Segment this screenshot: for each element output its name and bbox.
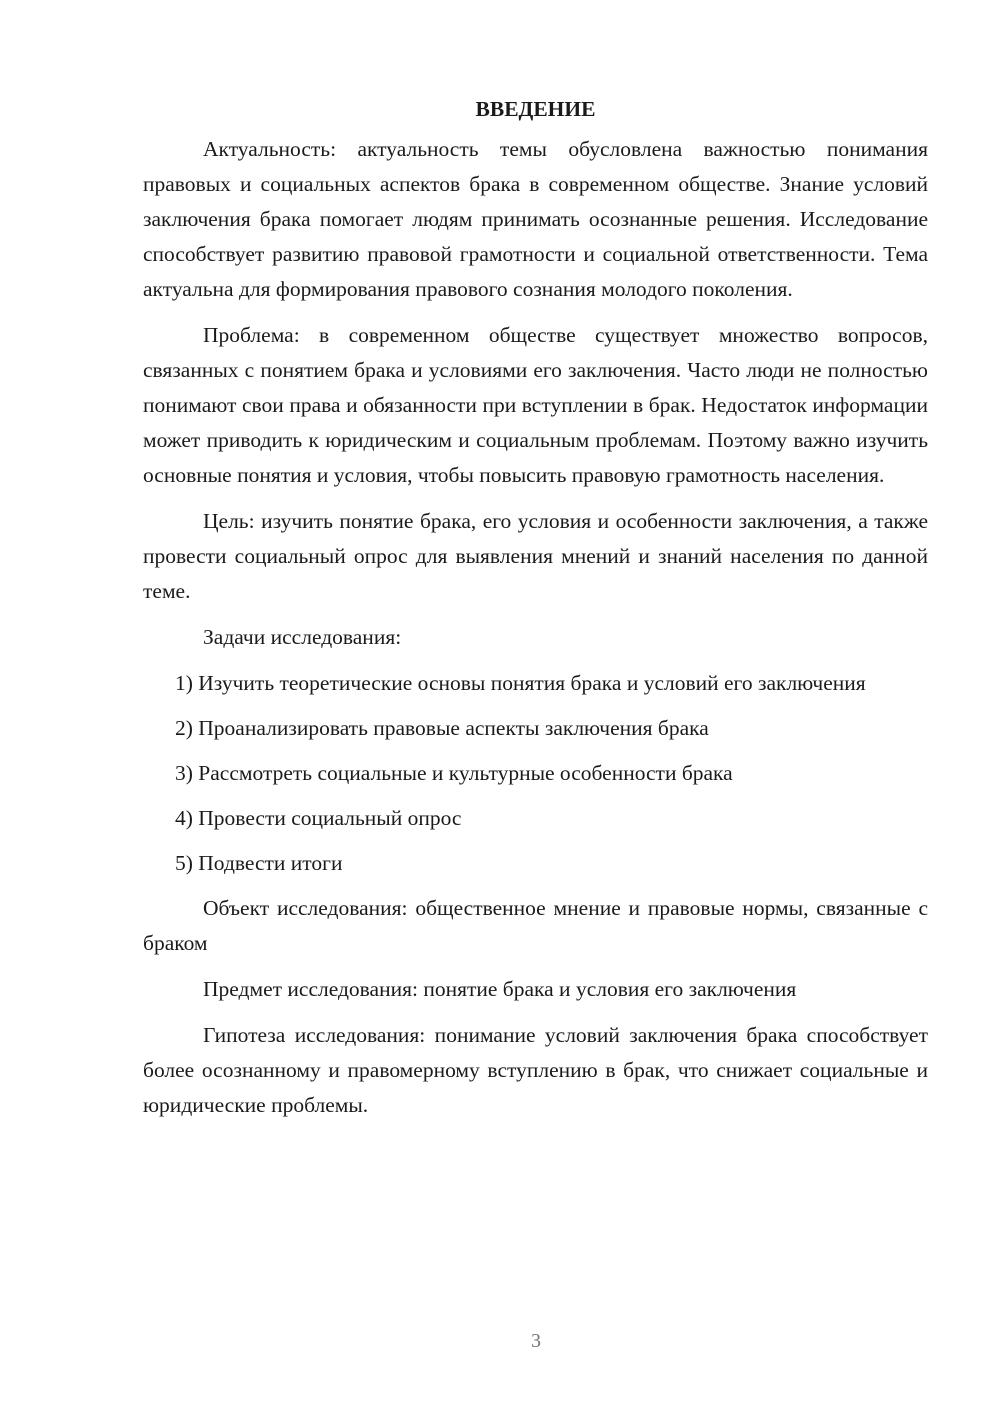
goal-paragraph: Цель: изучить понятие брака, его условия и особенности заключения, а также провести социальный опрос для выявления мнений и знаний населения по данной теме. <box>143 509 928 603</box>
list-item: 1) Изучить теоретические основы понятия брака и условий его заключения <box>175 671 866 695</box>
list-item: 4) Провести социальный опрос <box>175 806 462 830</box>
tasks-list <box>143 666 928 881</box>
relevance-paragraph: Актуальность: актуальность темы обусловлена важностью понимания правовых и социальных аспектов брака в современном обществе. Знание условий заключения брака помогает людям принимать осознанные решения. Исследование способствует развитию правовой грамотности и социальной ответственности. Тема актуальна для формирования правового сознания молодого поколения. <box>143 137 928 301</box>
object-paragraph: Объект исследования: общественное мнение и правовые нормы, связанные с браком <box>143 896 928 955</box>
page-number: 3 <box>531 1330 541 1352</box>
list-item: 5) Подвести итоги <box>175 851 343 875</box>
page-title: ВВЕДЕНИЕ <box>475 97 596 121</box>
problem-paragraph: Проблема: в современном обществе существует множество вопросов, связанных с понятием брака и условиями его заключения. Часто люди не полностью понимают свои права и обязанности при вступлении в брак. Недостаток информации может приводить к юридическим и социальным проблемам. Поэтому важно изучить основные понятия и условия, чтобы повысить правовую грамотность населения. <box>143 323 928 487</box>
subject-paragraph: Предмет исследования: понятие брака и условия его заключения <box>203 977 797 1001</box>
list-item: 3) Рассмотреть социальные и культурные особенности брака <box>175 761 733 785</box>
list-item: 2) Проанализировать правовые аспекты заключения брака <box>175 716 709 740</box>
hypothesis-paragraph: Гипотеза исследования: понимание условий заключения брака способствует более осознанному и правомерному вступлению в брак, что снижает социальные и юридические проблемы. <box>143 1023 928 1117</box>
document-page <box>143 92 928 1134</box>
tasks-heading: Задачи исследования: <box>203 625 402 649</box>
